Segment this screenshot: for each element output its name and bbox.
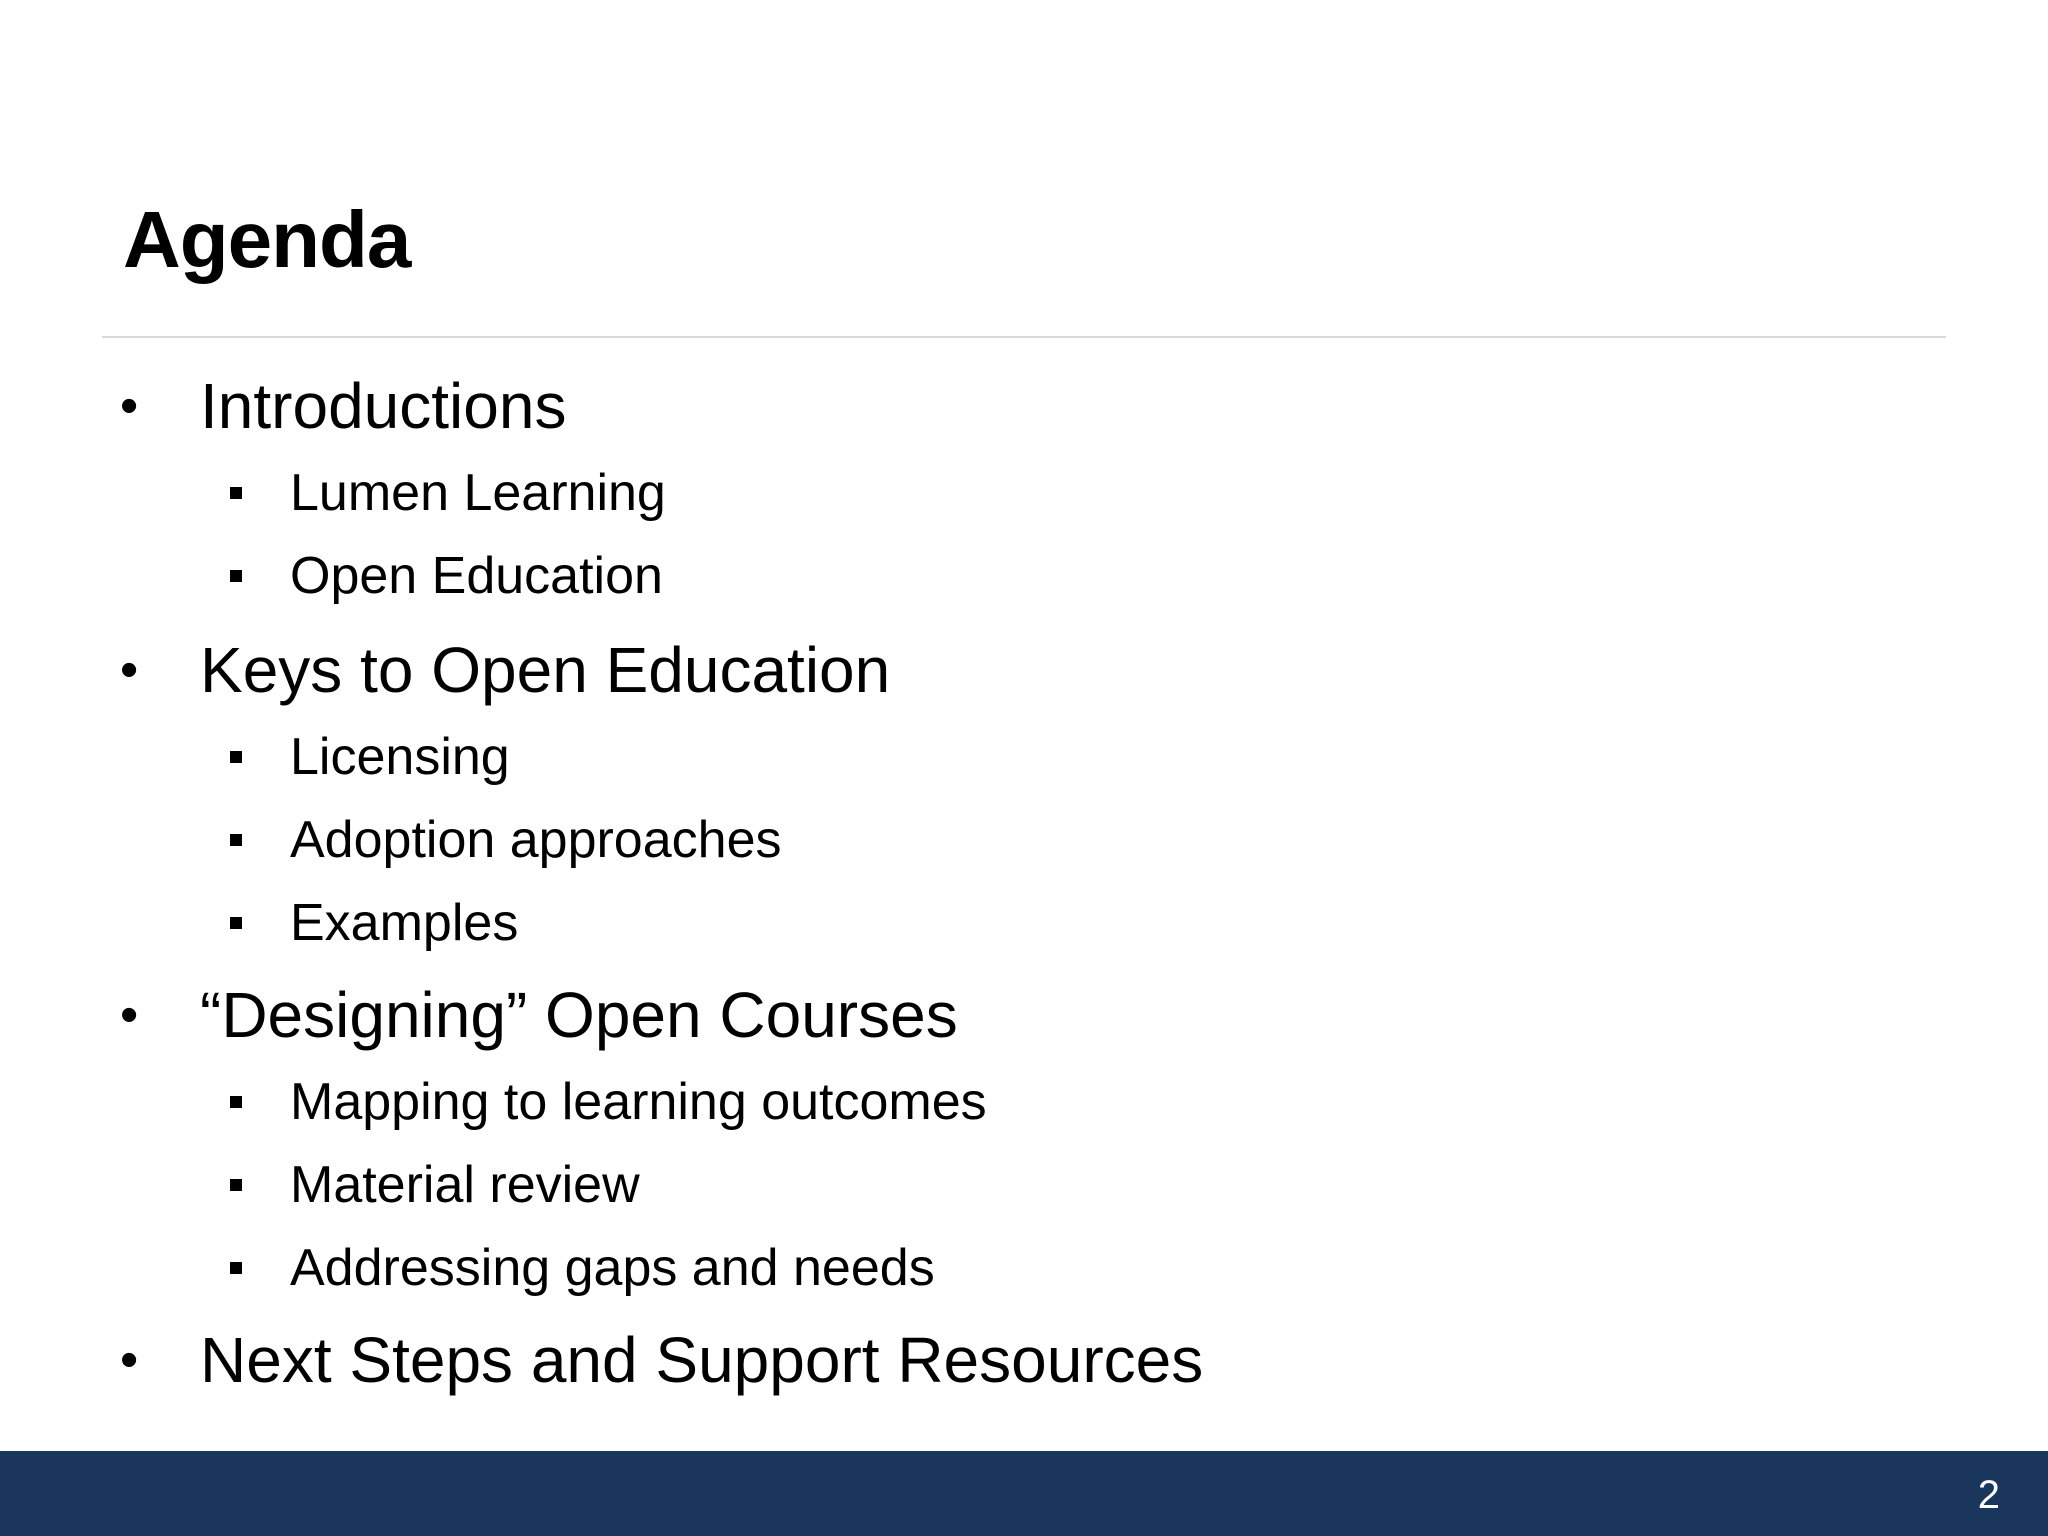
agenda-subitem-text: Open Education xyxy=(290,547,663,605)
bullet-square-icon xyxy=(230,487,242,499)
bullet-dot-icon: • xyxy=(120,377,139,435)
bullet-square-icon xyxy=(230,1262,242,1274)
agenda-item-text: “Designing” Open Courses xyxy=(200,979,958,1051)
title-divider xyxy=(102,336,1946,338)
agenda-subitem-text: Addressing gaps and needs xyxy=(290,1239,935,1297)
agenda-subitem-text: Mapping to learning outcomes xyxy=(290,1073,987,1131)
bullet-square-icon xyxy=(230,570,242,582)
agenda-item-text: Keys to Open Education xyxy=(200,634,891,706)
agenda-subitem-text: Adoption approaches xyxy=(290,811,782,869)
bullet-dot-icon: • xyxy=(120,986,139,1044)
bullet-square-icon xyxy=(230,751,242,763)
page-number: 2 xyxy=(1977,1473,2000,1517)
agenda-subitem-text: Examples xyxy=(290,894,519,952)
bullet-dot-icon: • xyxy=(120,1331,139,1389)
agenda-subitem-text: Licensing xyxy=(290,728,510,786)
bullet-square-icon xyxy=(230,834,242,846)
bullet-square-icon xyxy=(230,917,242,929)
bullet-square-icon xyxy=(230,1096,242,1108)
bullet-dot-icon: • xyxy=(120,641,139,699)
bullet-square-icon xyxy=(230,1179,242,1191)
agenda-subitem-text: Material review xyxy=(290,1156,640,1214)
footer-bar xyxy=(0,1451,2048,1536)
agenda-subitem-text: Lumen Learning xyxy=(290,464,666,522)
agenda-item-text: Introductions xyxy=(200,370,567,442)
agenda-item-text: Next Steps and Support Resources xyxy=(200,1324,1204,1396)
slide-title: Agenda xyxy=(123,195,411,284)
